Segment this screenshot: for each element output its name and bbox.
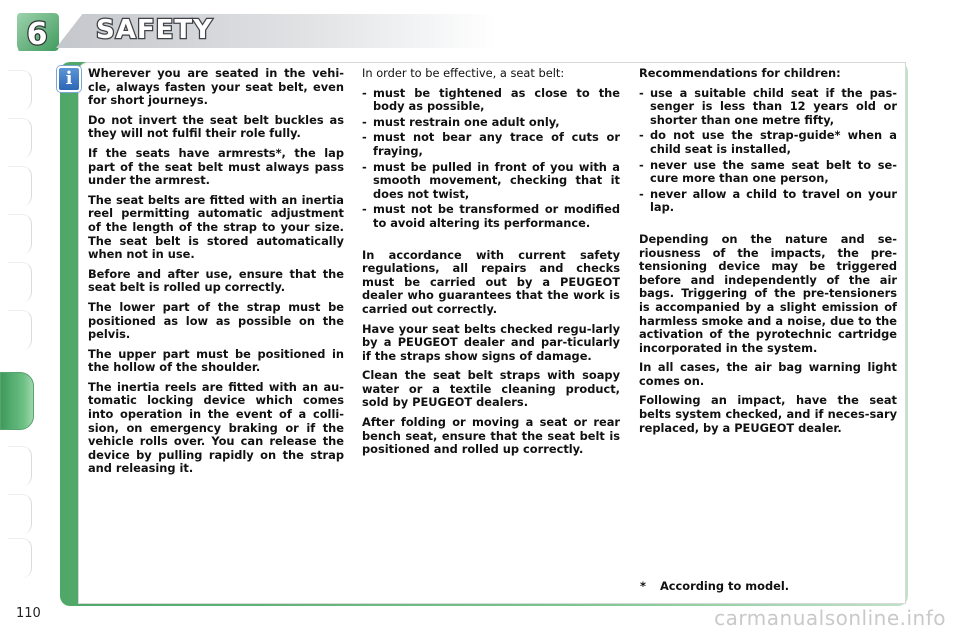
paragraph: Clean the seat belt straps with soapy water or a textile cleaning product, sold by PEUGEOT dealers. (362, 368, 620, 410)
children-recommendations-list (639, 87, 897, 215)
list-item: - never allow a child to travel on your lap. (639, 188, 897, 215)
chapter-number: 6 (26, 17, 48, 52)
paragraph: Wherever you are seated in the vehi-cle, always fasten your seat belt, even for short journeys. (88, 66, 344, 108)
paragraph: The lower part of the strap must be positioned as low as possible on the pelvis. (88, 299, 344, 342)
page-title: SAFETY (96, 15, 213, 45)
footnote-star: * (640, 579, 646, 593)
paragraph: The inertia reels are fitted with an au-tomatic locking device which comes into operation in the event of a colli-sion, on emergency braking or if the vehicle rolls over. You can release the device by pulling rapidly on the strap and releasing it. (88, 379, 344, 476)
watermark: carmanualsonline.info (714, 606, 946, 630)
chapter-tab-active[interactable] (0, 372, 34, 430)
chapter-tab[interactable] (8, 262, 32, 302)
intro-text: In order to be effective, a seat belt: (362, 66, 565, 80)
chapter-badge (14, 10, 62, 54)
paragraph: The upper part must be positioned in the hollow of the shoulder. (88, 346, 344, 375)
impact-rest: the pre-tensioning device may be triggered before and independently of the air bags. Triggering of the pre-tensioners is accompanied by a slight emission of harmless smoke and a noise, due to the activation of the pyrotechnic cartridge incorporated in the system. (639, 245, 898, 355)
list-item: - do not use the strap-guide* when a child seat is installed, (639, 129, 897, 156)
list-item: - must not be transformed or modified to avoid altering its performance. (362, 203, 620, 230)
list-item: - use a suitable child seat if the pas-senger is less than 12 years old or shorter than one metre fifty, (639, 87, 897, 128)
paragraph: In accordance with current safety regulations, all repairs and checks must be carried out by a PEUGEOT dealer who guarantees that the work is carried out correctly. (362, 247, 620, 316)
pretensioner-paragraph (639, 233, 897, 355)
list-item: - must be tightened as close to the body as possible, (362, 87, 620, 114)
section-heading: Recommendations for children: (639, 66, 841, 80)
paragraph: After folding or moving a seat or rear bench seat, ensure that the seat belt is positioned and rolled up correctly. (362, 415, 620, 457)
chapter-tab[interactable] (8, 446, 32, 486)
chapter-tab[interactable] (8, 494, 32, 534)
paragraph: The seat belts are fitted with an inertia reel permitting automatic adjustment of the length of the strap to your size. The seat belt is stored automatically when not in use. (88, 192, 344, 262)
chapter-tabs (0, 62, 40, 582)
chapter-tab[interactable] (8, 118, 32, 158)
chapter-tab[interactable] (8, 538, 32, 578)
chapter-tab[interactable] (8, 70, 32, 110)
information-icon: i (57, 66, 81, 92)
chapter-tab[interactable] (8, 310, 32, 350)
column-left (88, 67, 344, 482)
list-item: - must restrain one adult only, (362, 116, 620, 130)
list-item: - must be pulled in front of you with a smooth movement, checking that it does not twist, (362, 161, 620, 202)
chapter-tab[interactable] (8, 166, 32, 206)
column-right (639, 67, 897, 441)
column-middle (362, 67, 620, 463)
paragraph: In all cases, the air bag warning light comes on. (639, 360, 897, 388)
requirements-list (362, 87, 620, 231)
impact-lead: Depending on the nature and se-riousness of the impacts, (639, 231, 897, 260)
paragraph: Have your seat belts checked regu-larly by a PEUGEOT dealer and par-ticularly if the straps show signs of damage. (362, 321, 620, 363)
paragraph: Following an impact, have the seat belts system checked, and if neces-sary replaced, by a PEUGEOT dealer. (639, 393, 897, 435)
footnote (640, 579, 789, 593)
footnote-text: According to model. (659, 579, 790, 593)
list-item: - never use the same seat belt to se-cure more than one person, (639, 159, 897, 186)
page-number: 110 (16, 606, 41, 621)
paragraph: Do not invert the seat belt buckles as they will not fulfil their role fully. (88, 112, 344, 141)
chapter-tab[interactable] (8, 214, 32, 254)
paragraph: If the seats have armrests*, the lap part of the seat belt must always pass under the armrest. (88, 145, 344, 188)
paragraph: Before and after use, ensure that the seat belt is rolled up correctly. (88, 266, 344, 295)
list-item: - must not bear any trace of cuts or fraying, (362, 131, 620, 158)
